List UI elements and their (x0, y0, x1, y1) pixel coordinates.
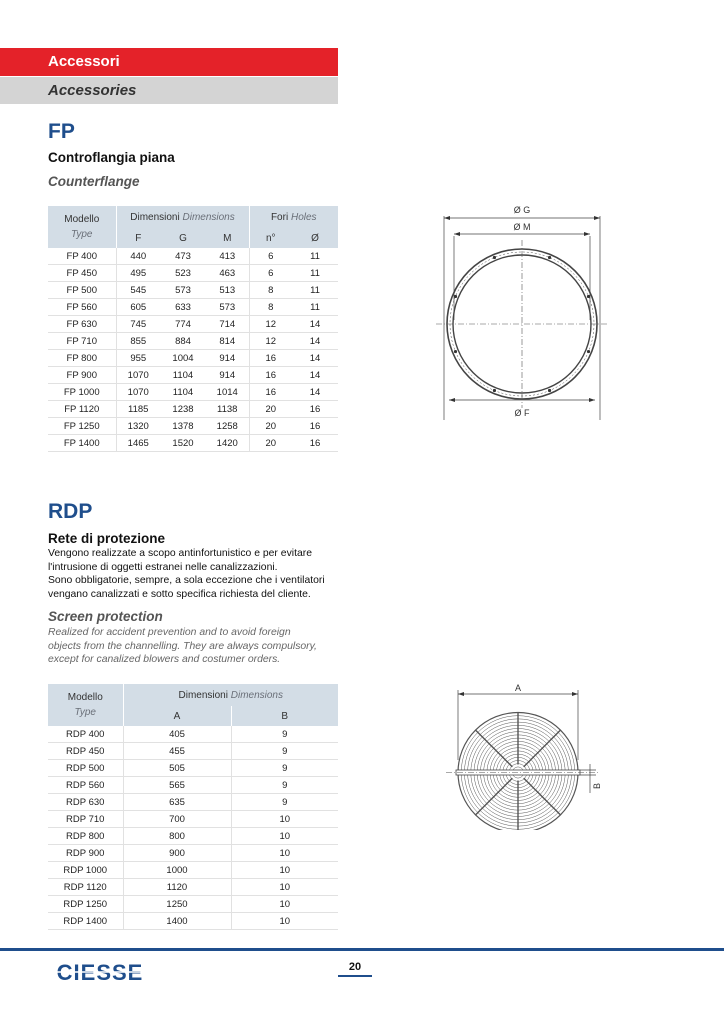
fp-table-cell: 523 (160, 265, 206, 282)
fp-table-cell: 605 (116, 299, 160, 316)
bolt-hole (548, 256, 551, 259)
fp-table-cell: 14 (292, 316, 338, 333)
fp-col-f: F (116, 228, 160, 248)
fp-table-cell: 1465 (116, 435, 160, 452)
fp-table-cell: 1104 (160, 384, 206, 401)
rdp-model-label-en: Type (74, 707, 96, 718)
fp-table-row (48, 418, 338, 435)
arrowhead-m-left (454, 232, 460, 236)
fp-table-cell: 513 (206, 282, 249, 299)
rdp-text-en-line: except for canalized blowers and costumer orders. (48, 654, 281, 665)
fp-dimensions-table (48, 206, 338, 452)
fp-table-cell: FP 1120 (48, 401, 116, 418)
fp-col-g: G (160, 228, 206, 248)
rdp-dimensions-header (123, 684, 338, 706)
fp-table-cell: 745 (116, 316, 160, 333)
fp-table-cell: FP 900 (48, 367, 116, 384)
fp-table-cell: 1070 (116, 367, 160, 384)
fp-table-row (48, 435, 338, 452)
bolt-hole (587, 295, 590, 298)
rdp-table-cell: 1250 (123, 896, 231, 913)
fp-table-cell: 8 (249, 282, 292, 299)
arrowhead-g-right (594, 216, 600, 220)
fp-holes-label-it: Fori (270, 211, 289, 223)
rdp-text-it-line: Sono obbligatorie, sempre, a sola eccezione che i ventilatori (48, 575, 325, 586)
fp-table-row (48, 367, 338, 384)
rdp-table-cell: 800 (123, 828, 231, 845)
label-dia-m: Ø M (513, 222, 531, 232)
fp-code-title: FP (48, 120, 75, 143)
fp-table-cell: 8 (249, 299, 292, 316)
rdp-table-row (48, 896, 338, 913)
fp-table-cell: 463 (206, 265, 249, 282)
fp-table-cell: FP 500 (48, 282, 116, 299)
bolt-hole (548, 389, 551, 392)
rdp-dims-label-en: Dimensions (230, 689, 283, 701)
rdp-table-cell: 10 (231, 845, 338, 862)
rdp-table-cell: 455 (123, 743, 231, 760)
fp-table-cell: 1420 (206, 435, 249, 452)
fp-table-cell: 1014 (206, 384, 249, 401)
fp-table-cell: 1104 (160, 367, 206, 384)
page-number: 20 (338, 961, 372, 977)
section-header-it: Accessori (0, 48, 338, 76)
fp-holes-label-en: Holes (290, 211, 317, 223)
fp-table-cell: 914 (206, 350, 249, 367)
fp-table-cell: 1520 (160, 435, 206, 452)
rdp-table-cell: 505 (123, 760, 231, 777)
rdp-table-cell: 1120 (123, 879, 231, 896)
arrowhead-a-left (458, 692, 464, 696)
fp-model-label-en: Type (71, 229, 93, 240)
rdp-text-it-line: l'intrusione di oggetti estranei nelle canalizzazioni. (48, 561, 278, 573)
section-header-en: Accessories (0, 77, 338, 104)
rdp-table-cell: 635 (123, 794, 231, 811)
fp-table-cell: 814 (206, 333, 249, 350)
ciesse-logo (50, 960, 150, 984)
arrowhead-f-left (449, 398, 455, 402)
arrowhead-a-right (572, 692, 578, 696)
fp-table-cell: 12 (249, 333, 292, 350)
fp-table-cell: 12 (249, 316, 292, 333)
fp-table-cell: 6 (249, 248, 292, 265)
rdp-dimensions-table (48, 684, 338, 930)
rdp-title-en: Screen protection (48, 609, 163, 624)
rdp-col-b: B (231, 706, 338, 726)
rdp-table-cell: 9 (231, 777, 338, 794)
fp-table-row (48, 299, 338, 316)
fp-table-row (48, 248, 338, 265)
arrowhead-m-right (584, 232, 590, 236)
fp-col-n: n° (249, 228, 292, 248)
rdp-table-cell: RDP 710 (48, 811, 123, 828)
fp-table-cell: FP 1000 (48, 384, 116, 401)
rdp-table-cell: RDP 1120 (48, 879, 123, 896)
fp-title-en: Counterflange (48, 174, 140, 189)
fp-table-cell: FP 710 (48, 333, 116, 350)
footer-rule (0, 948, 724, 951)
fp-counterflange-drawing (432, 200, 612, 430)
rdp-table-cell: 405 (123, 726, 231, 743)
fp-table-cell: FP 450 (48, 265, 116, 282)
rdp-table-row (48, 879, 338, 896)
fp-table-cell: 774 (160, 316, 206, 333)
fp-table-cell: 473 (160, 248, 206, 265)
fp-table-cell: 14 (292, 367, 338, 384)
fp-table-row (48, 350, 338, 367)
rdp-table-cell: 10 (231, 811, 338, 828)
rdp-text-it (48, 547, 348, 601)
rdp-screen-drawing (440, 680, 610, 830)
fp-table-cell: 16 (292, 435, 338, 452)
rdp-table-row (48, 743, 338, 760)
fp-dimensions-header (116, 206, 249, 228)
fp-table-cell: 1185 (116, 401, 160, 418)
arrowhead-f-right (589, 398, 595, 402)
rdp-table-cell: RDP 1250 (48, 896, 123, 913)
rdp-table-cell: 9 (231, 726, 338, 743)
fp-table-cell: FP 800 (48, 350, 116, 367)
rdp-model-header (48, 684, 123, 726)
fp-holes-header (249, 206, 338, 228)
fp-col-m: M (206, 228, 249, 248)
rdp-table-cell: RDP 900 (48, 845, 123, 862)
fp-table-cell: 440 (116, 248, 160, 265)
fp-table-cell: 11 (292, 248, 338, 265)
fp-model-header (48, 206, 116, 248)
rdp-table-cell: 9 (231, 794, 338, 811)
label-b: B (592, 782, 602, 790)
rdp-table-cell: RDP 450 (48, 743, 123, 760)
rdp-table-cell: 1000 (123, 862, 231, 879)
fp-table-cell: FP 1400 (48, 435, 116, 452)
rdp-table-cell: 700 (123, 811, 231, 828)
rdp-table-cell: 10 (231, 913, 338, 930)
arrowhead-g-left (444, 216, 450, 220)
fp-table-cell: 16 (292, 418, 338, 435)
rdp-text-en (48, 626, 348, 667)
fp-table-cell: 884 (160, 333, 206, 350)
rdp-text-it-line: vengano canalizzati e sotto specifica richiesta del cliente. (48, 588, 311, 600)
fp-table-cell: 11 (292, 265, 338, 282)
rdp-code-title: RDP (48, 500, 93, 523)
rdp-table-cell: 9 (231, 743, 338, 760)
rdp-table-row (48, 913, 338, 930)
fp-table-cell: 20 (249, 435, 292, 452)
rdp-table-cell: 10 (231, 828, 338, 845)
fp-table-cell: 1138 (206, 401, 249, 418)
rdp-table-cell: 900 (123, 845, 231, 862)
fp-col-dia: Ø (292, 228, 338, 248)
rdp-table-cell: RDP 1000 (48, 862, 123, 879)
bolt-hole (454, 295, 457, 298)
fp-table-cell: 914 (206, 367, 249, 384)
fp-table-cell: 11 (292, 299, 338, 316)
fp-table-cell: 14 (292, 350, 338, 367)
fp-table-cell: 11 (292, 282, 338, 299)
rdp-table-row (48, 845, 338, 862)
rdp-table-row (48, 828, 338, 845)
fp-table-cell: 855 (116, 333, 160, 350)
fp-table-row (48, 333, 338, 350)
rdp-text-en-line: Realized for accident prevention and to avoid foreign (48, 627, 291, 638)
rdp-text-en-line: objects from the channelling. They are always compulsory, (48, 640, 317, 652)
rdp-table-row (48, 794, 338, 811)
rdp-text-it-line: Vengono realizzate a scopo antinfortunistico e per evitare (48, 548, 312, 559)
fp-table-row (48, 265, 338, 282)
label-dia-g: Ø G (513, 205, 531, 215)
fp-table-cell: 1238 (160, 401, 206, 418)
fp-table-cell: 955 (116, 350, 160, 367)
fp-table-cell: FP 400 (48, 248, 116, 265)
fp-title-it: Controflangia piana (48, 150, 175, 165)
rdp-table-cell: RDP 1400 (48, 913, 123, 930)
rdp-table-row (48, 760, 338, 777)
fp-model-label-it: Modello (64, 214, 100, 225)
rdp-table-cell: RDP 560 (48, 777, 123, 794)
fp-table-cell: 1378 (160, 418, 206, 435)
rdp-table-cell: RDP 500 (48, 760, 123, 777)
rdp-col-a: A (123, 706, 231, 726)
bolt-hole (587, 350, 590, 353)
rdp-table-cell: 10 (231, 879, 338, 896)
rdp-table-row (48, 862, 338, 879)
rdp-table-cell: 1400 (123, 913, 231, 930)
rdp-table-cell: 565 (123, 777, 231, 794)
rdp-table-cell: 9 (231, 760, 338, 777)
fp-table-row (48, 282, 338, 299)
fp-dims-label-en: Dimensions (182, 211, 235, 223)
rdp-dims-label-it: Dimensioni (178, 689, 228, 701)
fp-table-cell: 495 (116, 265, 160, 282)
fp-table-cell: FP 630 (48, 316, 116, 333)
fp-table-cell: 573 (160, 282, 206, 299)
rdp-table-cell: RDP 800 (48, 828, 123, 845)
rdp-title-it: Rete di protezione (48, 531, 166, 546)
fp-table-row (48, 384, 338, 401)
fp-table-cell: 16 (249, 367, 292, 384)
rdp-table-row (48, 726, 338, 743)
fp-table-cell: 14 (292, 384, 338, 401)
fp-table-cell: 20 (249, 418, 292, 435)
fp-table-cell: 413 (206, 248, 249, 265)
fp-table-cell: FP 560 (48, 299, 116, 316)
rdp-table-row (48, 811, 338, 828)
label-dia-f: Ø F (514, 408, 530, 418)
fp-table-cell: 16 (249, 350, 292, 367)
fp-table-row (48, 401, 338, 418)
rdp-model-label-it: Modello (67, 692, 103, 703)
rdp-table-row (48, 777, 338, 794)
fp-table-cell: 1004 (160, 350, 206, 367)
rdp-table-cell: 10 (231, 862, 338, 879)
rdp-table-cell: RDP 630 (48, 794, 123, 811)
bolt-hole (454, 350, 457, 353)
fp-table-cell: 1320 (116, 418, 160, 435)
fp-table-cell: 20 (249, 401, 292, 418)
fp-table-row (48, 316, 338, 333)
logo-wordmark: CIESSE (56, 960, 144, 984)
fp-table-cell: 16 (249, 384, 292, 401)
fp-table-cell: 16 (292, 401, 338, 418)
bolt-hole (493, 389, 496, 392)
rdp-table-cell: RDP 400 (48, 726, 123, 743)
fp-table-cell: 1258 (206, 418, 249, 435)
fp-table-cell: FP 1250 (48, 418, 116, 435)
fp-table-cell: 573 (206, 299, 249, 316)
fp-dims-label-it: Dimensioni (130, 211, 180, 223)
fp-table-cell: 714 (206, 316, 249, 333)
fp-table-cell: 14 (292, 333, 338, 350)
label-a: A (514, 683, 522, 693)
fp-table-cell: 6 (249, 265, 292, 282)
fp-table-cell: 633 (160, 299, 206, 316)
bolt-hole (493, 256, 496, 259)
rdp-table-cell: 10 (231, 896, 338, 913)
fp-table-cell: 545 (116, 282, 160, 299)
fp-table-cell: 1070 (116, 384, 160, 401)
